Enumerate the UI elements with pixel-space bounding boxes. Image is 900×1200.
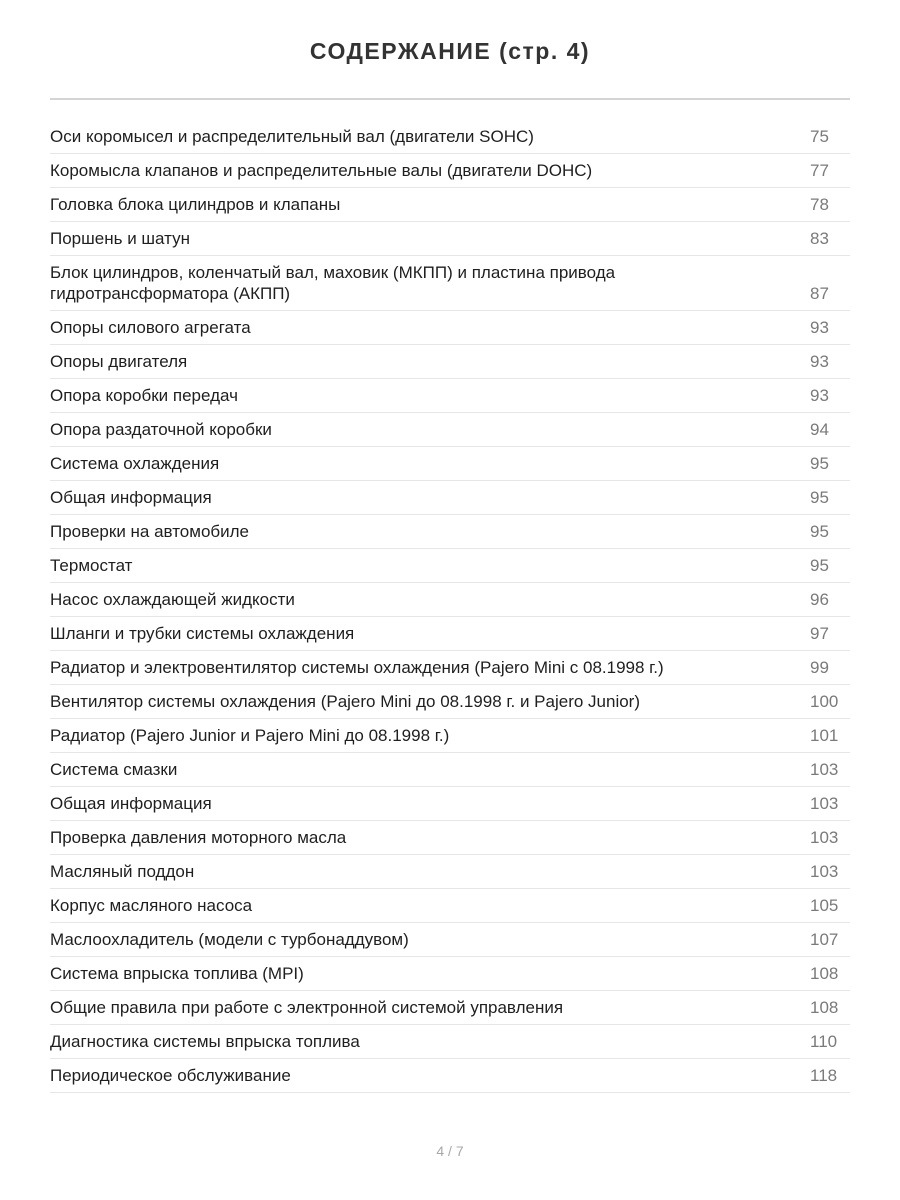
toc-entry[interactable] xyxy=(50,256,850,311)
toc-entry-page: 95 xyxy=(810,454,829,473)
toc-entry[interactable] xyxy=(50,379,850,413)
toc-entry-title: Оси коромысел и распределительный вал (двигатели SOHC) xyxy=(50,127,534,146)
toc-entry[interactable] xyxy=(50,549,850,583)
toc-entry[interactable] xyxy=(50,583,850,617)
toc-entry-page: 93 xyxy=(810,352,829,371)
toc-entry-page: 118 xyxy=(810,1066,838,1085)
page-title: СОДЕРЖАНИЕ (стр. 4) xyxy=(309,38,591,64)
toc-entry-page: 110 xyxy=(810,1032,838,1051)
toc-entry-page: 105 xyxy=(810,896,839,915)
toc-entry-title: Опора раздаточной коробки xyxy=(50,420,272,439)
toc-entry-page: 93 xyxy=(810,318,829,337)
toc-entry-title: Проверка давления моторного масла xyxy=(50,828,347,847)
toc-entry[interactable] xyxy=(50,753,850,787)
toc-entry[interactable] xyxy=(50,617,850,651)
toc-entry-title: Корпус масляного насоса xyxy=(50,896,253,915)
toc-entry-title: Радиатор и электровентилятор системы охлаждения (Pajero Mini с 08.1998 г.) xyxy=(50,658,664,677)
toc-entry-page: 103 xyxy=(810,828,839,847)
toc-entry[interactable] xyxy=(50,222,850,256)
toc-entry-title: Система смазки xyxy=(50,760,178,779)
toc-entry-page: 100 xyxy=(810,692,839,711)
toc-entry[interactable] xyxy=(50,685,850,719)
toc-entry-title: Радиатор (Pajero Junior и Pajero Mini до 08.1998 г.) xyxy=(50,726,450,745)
toc-entry-page: 108 xyxy=(810,964,839,983)
toc-entry-title: Блок цилиндров, коленчатый вал, маховик (МКПП) и пластина привода гидротрансформатора (АКПП) xyxy=(50,263,616,303)
toc-entry-page: 87 xyxy=(810,284,829,303)
toc-entry[interactable] xyxy=(50,188,850,222)
toc-entry[interactable] xyxy=(50,311,850,345)
toc-entry-title: Опора коробки передач xyxy=(50,386,238,405)
toc-entry-title: Общая информация xyxy=(50,488,212,507)
toc-entry-page: 101 xyxy=(810,726,839,745)
toc-entry[interactable] xyxy=(50,719,850,753)
toc-entry[interactable] xyxy=(50,154,850,188)
toc-entry-title: Вентилятор системы охлаждения (Pajero Mini до 08.1998 г. и Pajero Junior) xyxy=(50,692,640,711)
toc-entry[interactable] xyxy=(50,481,850,515)
toc-entry-title: Термостат xyxy=(50,556,133,575)
toc-entry-page: 99 xyxy=(810,658,829,677)
toc-entry-title: Система впрыска топлива (MPI) xyxy=(50,964,304,983)
toc-entry-title: Опоры двигателя xyxy=(50,352,188,371)
toc-entry-page: 83 xyxy=(810,229,829,248)
toc-entry[interactable] xyxy=(50,855,850,889)
toc-entry-page: 108 xyxy=(810,998,839,1017)
toc-entry-page: 107 xyxy=(810,930,839,949)
toc-entry-page: 97 xyxy=(810,624,829,643)
toc-entry-page: 95 xyxy=(810,522,829,541)
toc-entry[interactable] xyxy=(50,1059,850,1093)
toc-entry-page: 103 xyxy=(810,760,839,779)
toc-entry-page: 93 xyxy=(810,386,829,405)
toc-entry-page: 103 xyxy=(810,862,839,881)
toc-entry-page: 96 xyxy=(810,590,829,609)
toc-entry[interactable] xyxy=(50,651,850,685)
toc-entry[interactable] xyxy=(50,515,850,549)
toc-entry-title: Диагностика системы впрыска топлива xyxy=(50,1032,360,1051)
toc-entry-title: Поршень и шатун xyxy=(50,229,190,248)
toc-entry-title: Периодическое обслуживание xyxy=(50,1066,291,1085)
toc-entry[interactable] xyxy=(50,413,850,447)
toc-list xyxy=(50,120,850,1093)
toc-entry[interactable] xyxy=(50,1025,850,1059)
toc-entry[interactable] xyxy=(50,957,850,991)
toc-entry[interactable] xyxy=(50,991,850,1025)
title-divider xyxy=(50,98,850,100)
toc-entry-title: Общие правила при работе с электронной системой управления xyxy=(50,998,564,1017)
toc-entry-title: Маслоохладитель (модели с турбонаддувом) xyxy=(50,930,409,949)
toc-entry-page: 103 xyxy=(810,794,839,813)
toc-entry-page: 78 xyxy=(810,195,829,214)
toc-entry-page: 75 xyxy=(810,127,829,146)
toc-entry-title: Система охлаждения xyxy=(50,454,220,473)
toc-entry-page: 95 xyxy=(810,488,829,507)
toc-entry-title: Масляный поддон xyxy=(50,862,195,881)
toc-entry-page: 94 xyxy=(810,420,829,439)
toc-entry-page: 77 xyxy=(810,161,829,180)
toc-entry[interactable] xyxy=(50,923,850,957)
toc-entry[interactable] xyxy=(50,787,850,821)
page-indicator: 4 / 7 xyxy=(436,1143,464,1159)
toc-entry-title: Общая информация xyxy=(50,794,212,813)
toc-entry-title: Проверки на автомобиле xyxy=(50,522,250,541)
toc-entry-title: Насос охлаждающей жидкости xyxy=(50,590,295,609)
toc-entry-title: Головка блока цилиндров и клапаны xyxy=(50,195,341,214)
toc-entry-page: 95 xyxy=(810,556,829,575)
toc-entry[interactable] xyxy=(50,447,850,481)
toc-entry-title: Опоры силового агрегата xyxy=(50,318,251,337)
toc-entry[interactable] xyxy=(50,120,850,154)
toc-entry-title: Коромысла клапанов и распределительные валы (двигатели DOHC) xyxy=(50,161,593,180)
toc-entry[interactable] xyxy=(50,345,850,379)
toc-entry-title: Шланги и трубки системы охлаждения xyxy=(50,624,355,643)
toc-entry[interactable] xyxy=(50,821,850,855)
toc-entry[interactable] xyxy=(50,889,850,923)
